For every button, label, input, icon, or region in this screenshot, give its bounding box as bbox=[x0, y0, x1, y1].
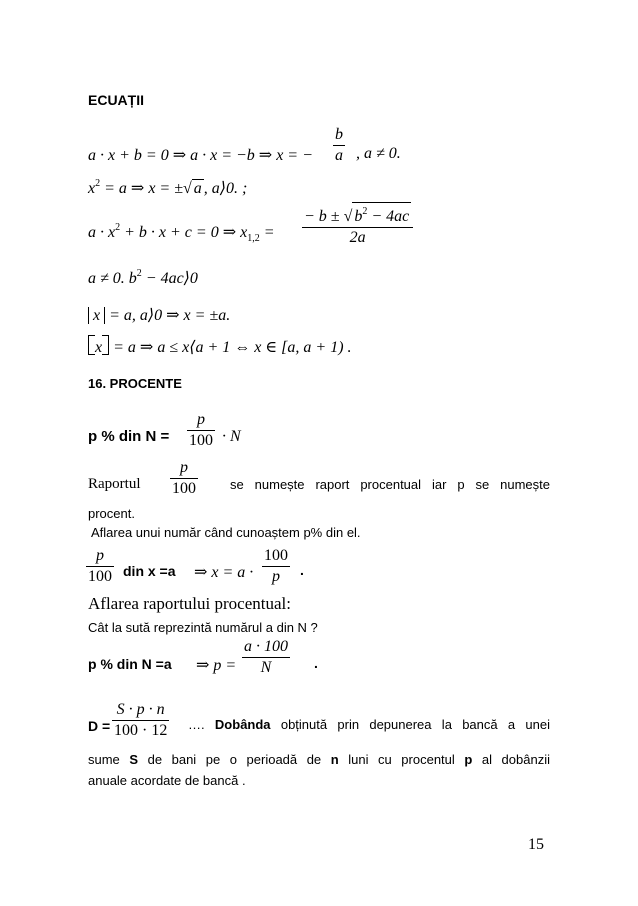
dobanda-num: S · p · n bbox=[116, 701, 165, 718]
eq6-inner: x bbox=[95, 339, 103, 356]
aflarea-numar-den: 100 bbox=[88, 568, 112, 585]
eq6-rest: = a ⇒ a ≤ x⟨a + 1 ⇔ x ∈ [a, a + 1) . bbox=[109, 339, 352, 356]
p-din-n-tail: · N bbox=[222, 428, 241, 445]
dobanda-label: D = bbox=[88, 718, 111, 734]
aflarea-raport-arrow: ⇒ p = bbox=[196, 657, 237, 674]
raport-continuation: procent. bbox=[88, 506, 135, 521]
eq1-den: a bbox=[335, 147, 343, 164]
aflarea-numar-num: p bbox=[96, 547, 104, 564]
dobanda-line2-b: de bani pe o perioadă de bbox=[147, 752, 322, 767]
eq1-fraction bbox=[333, 125, 345, 166]
eq4-sup: 2 bbox=[136, 268, 142, 279]
dobanda-line2 bbox=[88, 752, 550, 767]
eq4-rest: − 4ac⟩0 bbox=[141, 270, 198, 287]
p-din-n-den: 100 bbox=[189, 432, 213, 449]
aflarea-numar-frac2-num: 100 bbox=[264, 547, 288, 564]
eq5-rest: = a, a⟩0 ⇒ x = ±a. bbox=[105, 307, 231, 324]
eq1-left: a · x + b = 0 ⇒ a · x = −b ⇒ x = − bbox=[88, 147, 313, 164]
aflarea-raport-question: Cât la sută reprezintă numărul a din N ? bbox=[88, 620, 318, 635]
raport-den: 100 bbox=[172, 480, 196, 497]
aflarea-numar-frac2-den: p bbox=[272, 568, 280, 585]
equation-square: $x^2 = a$ ⇒ x = ±√ a , a⟩0. ; bbox=[88, 178, 248, 197]
eq3-num: − b ± √ $b^2 - 4ac$ bbox=[302, 202, 413, 227]
raport-fraction bbox=[170, 458, 198, 499]
eq3-sub: 1,2 bbox=[247, 233, 260, 244]
equation-absolute-value bbox=[88, 305, 230, 325]
eq3-eq: = bbox=[259, 224, 275, 241]
eq2-sqrt-arg: a bbox=[193, 180, 202, 197]
dobanda-p: p bbox=[464, 752, 473, 767]
raport-num: p bbox=[180, 459, 188, 476]
heading-ecuatii: ECUAȚII bbox=[88, 92, 144, 108]
aflarea-raport-dot: . bbox=[314, 655, 318, 671]
dobanda-dots: …. bbox=[188, 717, 205, 732]
eq1-right: , a ≠ 0. bbox=[356, 145, 401, 162]
eq3-fraction bbox=[302, 202, 413, 248]
dobanda-line2-d: al dobânzii bbox=[481, 752, 550, 767]
eq3-sup: 2 bbox=[115, 222, 121, 233]
equation-quadratic bbox=[88, 222, 275, 244]
heading-procente: 16. PROCENTE bbox=[88, 376, 182, 391]
eq3-left-a: a · x bbox=[88, 224, 116, 241]
eq3-rad-b: b bbox=[354, 208, 363, 225]
eq2-sup: 2 bbox=[95, 178, 101, 189]
aflarea-raport-num: a · 100 bbox=[244, 638, 288, 655]
aflarea-raport-title: Aflarea raportului procentual: bbox=[88, 594, 291, 613]
p-din-n-label: p % din N = bbox=[88, 428, 170, 445]
eq3-left-b: + b · x + c = 0 ⇒ x bbox=[120, 224, 248, 241]
aflarea-numar-label: din x =a bbox=[123, 563, 176, 579]
eq2-tail: , a⟩0. ; bbox=[203, 180, 248, 197]
dobanda-n: n bbox=[330, 752, 339, 767]
eq5-inner: x bbox=[88, 307, 105, 324]
aflarea-numar-fraction bbox=[86, 546, 114, 587]
aflarea-numar-arrow: ⇒ x = a · bbox=[194, 564, 254, 581]
p-din-n-fraction bbox=[187, 410, 215, 451]
equation-integer-part bbox=[88, 335, 352, 357]
equation-conditions bbox=[88, 268, 198, 288]
eq1-num: b bbox=[335, 126, 343, 143]
aflarea-numar-dot: . bbox=[300, 562, 304, 578]
aflarea-raport-label: p % din N =a bbox=[88, 656, 172, 672]
eq3-rad-rest: − 4ac bbox=[367, 208, 410, 225]
raport-text: se numește raport procentual iar p se numește bbox=[230, 477, 550, 492]
dobanda-fraction bbox=[112, 700, 169, 741]
p-din-n-num: p bbox=[197, 411, 205, 428]
aflarea-numar-fraction-2 bbox=[262, 546, 290, 587]
aflarea-raport-den: N bbox=[260, 659, 272, 676]
eq3-num-pre: − b ± bbox=[304, 208, 344, 225]
aflarea-raport-fraction bbox=[242, 637, 290, 678]
dobanda-line2-c: luni cu procentul bbox=[348, 752, 455, 767]
eq4-a: a ≠ 0. b bbox=[88, 270, 137, 287]
eq2-mid: = a ⇒ x = ± bbox=[100, 180, 183, 197]
dobanda-line1 bbox=[188, 717, 550, 732]
dobanda-line2-a: sume bbox=[88, 752, 120, 767]
aflarea-numar-title: Aflarea unui număr când cunoaștem p% din el. bbox=[91, 525, 361, 540]
page-number: 15 bbox=[528, 836, 544, 853]
eq3-den: 2a bbox=[349, 229, 366, 246]
dobanda-S: S bbox=[129, 752, 139, 767]
dobanda-line3: anuale acordate de bancă . bbox=[88, 773, 246, 788]
dobanda-den: 100 · 12 bbox=[114, 722, 168, 739]
eq2-x: x bbox=[88, 180, 96, 197]
dobanda-line1-rest: obținută prin depunerea la bancă a unei bbox=[280, 717, 550, 732]
dobanda-bold-word: Dobânda bbox=[214, 717, 271, 732]
equation-linear bbox=[88, 145, 313, 165]
raport-label: Raportul bbox=[88, 476, 141, 492]
eq3-rad-sup: 2 bbox=[362, 206, 368, 217]
